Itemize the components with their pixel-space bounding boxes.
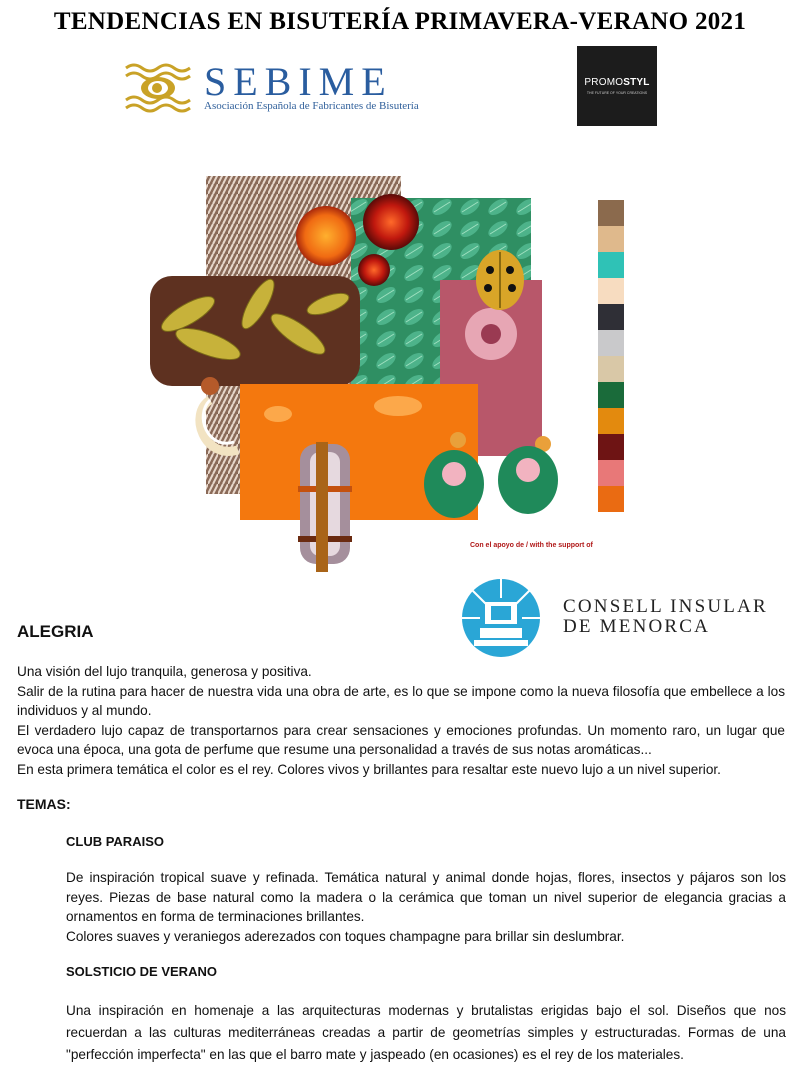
color-swatch <box>598 200 624 226</box>
red-orb-large <box>363 194 419 250</box>
color-swatch <box>598 460 624 486</box>
color-swatch <box>598 486 624 512</box>
color-swatch <box>598 278 624 304</box>
color-swatch <box>598 330 624 356</box>
theme-title: SOLSTICIO DE VERANO <box>66 964 217 979</box>
color-swatch <box>598 408 624 434</box>
color-swatch <box>598 226 624 252</box>
tile-flower-center <box>481 324 501 344</box>
moodboard-collage <box>148 174 568 584</box>
intro-line: En esta primera temática el color es el rey. Colores vivos y brillantes para resaltar este nuevo lujo a un nivel superior. <box>17 761 721 777</box>
section-heading: ALEGRIA <box>17 622 94 641</box>
color-swatch <box>598 356 624 382</box>
intro-line: El verdadero lujo capaz de transportarnos para crear sensaciones y emociones profundas. Un momento raro, un lugar que evoca una época, una gota de perfume que resume una personalidad a través de sus notas aromáticas... <box>17 722 785 758</box>
intro-line: Salir de la rutina para hacer de nuestra vida una obra de arte, es lo que se impone como la nueva filosofía que embellece a los individuos y al mundo. <box>17 683 785 719</box>
theme-line: Colores suaves y veraniegos aderezados con toques champagne para brillar sin deslumbrar. <box>66 928 625 944</box>
promostyl-tagline: THE FUTURE OF YOUR CREATIONS <box>586 91 648 95</box>
theme-description <box>66 868 786 946</box>
color-palette <box>598 200 624 512</box>
intro-line: Una visión del lujo tranquila, generosa y positiva. <box>17 664 312 679</box>
sebime-name: SEBIME <box>204 59 393 104</box>
color-swatch <box>598 252 624 278</box>
theme-line: Una inspiración en homenaje a las arquitecturas modernas y brutalistas erigidas bajo el sol. Diseños que nos recuerdan a las culturas mediterráneas creadas a partir de geometrías simples y estructuradas. Formas de una "perfección imperfecta" en las que el barro mate y jaspeado (en ocasiones) es el rey de los materiales. <box>66 1003 786 1062</box>
sebime-logo <box>124 58 434 118</box>
intro-paragraph <box>17 662 785 780</box>
red-orb-small <box>358 254 390 286</box>
theme-description <box>66 1000 786 1066</box>
color-swatch <box>598 382 624 408</box>
promostyl-name-light: PROMO <box>584 77 624 88</box>
sebime-emblem-icon <box>124 60 194 116</box>
beetle-brooch <box>476 250 524 310</box>
promostyl-name-bold: STYL <box>623 77 650 88</box>
theme-line: De inspiración tropical suave y refinada. Temática natural y animal donde hojas, flores, insectos y pájaros son los reyes. Piezas de base natural como la madera o la cerámica que toman un nivel superior de elegancia gracias a ornamentos en forma de terminaciones brillantes. <box>66 870 786 925</box>
orange-orb <box>296 206 356 266</box>
promostyl-name <box>577 77 657 88</box>
support-text: Con el apoyo de / with the support of <box>470 542 593 549</box>
consell-name <box>563 597 768 637</box>
temas-heading: TEMAS: <box>17 796 71 812</box>
consell-emblem-icon <box>460 578 542 658</box>
theme-title: CLUB PARAISO <box>66 834 164 849</box>
color-swatch <box>598 434 624 460</box>
page-title: TENDENCIAS EN BISUTERÍA PRIMAVERA-VERANO 2021 <box>53 8 747 35</box>
color-swatch <box>598 304 624 330</box>
consell-logo <box>460 578 780 658</box>
consell-name-line2: DE MENORCA <box>563 616 711 637</box>
bangle-stack <box>298 442 352 572</box>
consell-name-line1: CONSELL INSULAR <box>563 596 768 617</box>
sebime-subtitle: Asociación Española de Fabricantes de Bisutería <box>204 100 419 112</box>
promostyl-logo <box>577 46 657 126</box>
